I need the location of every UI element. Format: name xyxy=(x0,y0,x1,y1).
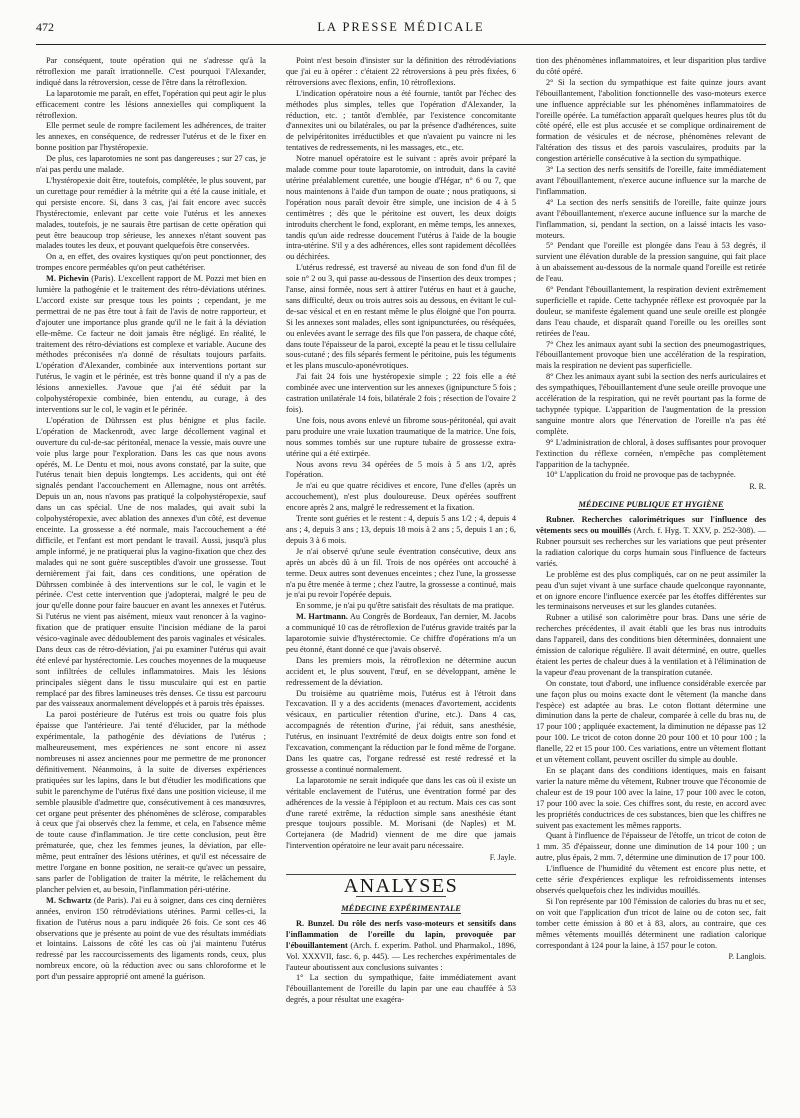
review-reference: (Arch. f. experim. Pathol. und Pharmakol., 1896, Vol. XXXVII, fasc. 6, p. 445). — Les recherches expérimentales de l'auteur aboutissent aux conclusions suivantes : xyxy=(286,940,516,972)
paragraph: Rubner a utilisé son calorimètre pour bras. Dans une série de recherches précédentes, il avait établi que les bras nus introduits dans l'appareil, dans des conditions bien déterminées, donnaient une émission de calorique régulière. Il avait déterminé, en outre, quelles étaient les pertes de chaleur dues à la ventilation et à l'élimination de la vapeur d'eau provenant de la transpiration cutanée. xyxy=(536,613,766,677)
paragraph: Dans les premiers mois, la rétroflexion ne détermine aucun accident et, le plus souvent, l'œuf, en se développant, amène le redressement de la déviation. xyxy=(286,655,516,687)
paragraph: 3° La section des nerfs sensitifs de l'oreille, faite immédiatement avant l'ébouillantement, n'exerce aucune influence sur la marche de l'inflammation. xyxy=(536,165,766,196)
header-rule xyxy=(36,44,766,45)
paragraph: Point n'est besoin d'insister sur la définition des rétrodéviations que j'ai eu à opérer : c'étaient 22 rétroversions à peu près fixées, 6 rétroversions avec flexions, enfin, 10 rétroflexions. xyxy=(286,56,516,87)
paragraph xyxy=(36,896,266,983)
paragraph: Elle permet seule de rompre facilement les adhérences, de traiter les annexes, en conséquence, de redresser l'utérus et de le fixer en bonne position par l'hystéropexie. xyxy=(36,121,266,153)
paragraph: 9° L'administration de chloral, à doses suffisantes pour provoquer l'extinction du réflexe cornéen, n'empêche pas complètement l'apparition de la tachypnée. xyxy=(536,437,766,469)
paragraph: L'utérus redressé, est traversé au niveau de son fond d'un fil de soie n° 2 ou 3, qui passe au-dessous de l'insertion des deux trompes ; l'anse, ainsi formée, nous sert à attirer l'utérus en haut et à gauche, sans difficulté, deux ou trois autres sois au dessous, en évitant le cul-de-sac vésical et en en restant même le plus éloigné que l'on pourra. Si les annexes sont malades, elles sont ignipuncturées, ou réséquées, ou enlevées avant le serrage des fils que l'on passera, de chaque côté, dans toute l'épaisseur de la paroi, excepté la peau et le tissu cellulaire sous-cutané ; des fils séparés ferment le péritoine, puis les téguments et les plans musculo-aponévrotiques. xyxy=(286,263,516,371)
paragraph: L'influence de l'humidité du vêtement est encore plus nette, et cette série d'expériences explique les refroidissements intenses observés quelquefois chez les individus mouillés. xyxy=(536,864,766,895)
paragraph: L'indication opératoire nous a été fournie, tantôt par l'échec des méthodes plus simples, telles que l'opération d'Alexander, la réduction, etc. ; tantôt d'emblée, par l'existence concomitante d'annexites uni ou bilatérales, ou par la présence d'adhérences, suite de pelvipéritonites irréductibles et que n'avaient pu vaincre ni les tentatives de redressements, ni les massages, etc., etc. xyxy=(286,88,516,153)
paragraph: J'ai fait 24 fois une hystéropexie simple ; 22 fois elle a été combinée avec une intervention sur les annexes (ignipuncture 5 fois ; castration unilatérale 14 fois, bilatérale 2 fois ; résection de l'ovaire 2 fois). xyxy=(286,372,516,414)
paragraph xyxy=(36,274,266,416)
column-right xyxy=(536,56,766,1101)
paragraph: La paroi postérieure de l'utérus est trois ou quatre fois plus épaisse que l'antérieure. J'ai tenté d'élucider, par la méthode expérimentale, la pathogénie des déviations de l'utérus ; malheureusement, mes expériences ne sont encore ni assez nombreuses ni assez anciennes pour me permettre de me prononcer définitivement. Néanmoins, à la suite de diverses expériences pratiquées sur les lapins, dans le but d'étudier les modifications que subit le parenchyme de l'utérus fixé dans une position vicieuse, il me semble plausible d'admettre que, consécutivement à ces manœuvres, cet organe peut présenter des phénomènes de sclérose, comparables à ceux que j'ai observés chez la femme, et cela, en l'absence même de toute cause d'inflammation. Je tire cette conclusion, peut être prématurée, que, chez les femmes jeunes, la déviation, par elle-même, peut entraîner des lésions utérines, et qu'il est nécessaire de mettre l'organe en bonne position, ne serait-ce qu'avec un pessaire, sans parler de l'obligation de traiter la métrite, le relâchement du plancher pelvien et, au besoin, l'inflammation péri-utérine. xyxy=(36,710,266,894)
paragraph: Quant à l'influence de l'épaisseur de l'étoffe, un tricot de coton de 1 mm. 35 d'épaisseur, donne une diminution de 14 pour 100 ; un autre, plus épais, 2 mm. 7, détermine une diminution de 17 pour 100. xyxy=(536,831,766,863)
review-title: Recherches calorimétriques sur l'influence des vêtements secs ou mouillés xyxy=(536,515,766,536)
page-header xyxy=(36,20,766,40)
analyses-heading xyxy=(286,874,516,897)
paragraph: En se plaçant dans des conditions identiques, mais en faisant varier la nature même du vêtement, Rubner trouve que l'économie de chaleur est de 19 pour 100 avec la laine, 17 pour 100 avec le coton, 17 pour 100 avec la soie. Ces chiffres sont, du reste, en accord avec les propriétés conductrices de ces substances, bien que les chiffres ne suivent pas exactement les mêmes rapports. xyxy=(536,766,766,830)
paragraph: 2° Si la section du sympathique est faite quinze jours avant l'ébouillantement, l'abolition fonctionnelle des vaso-moteurs exerce une influence appréciable sur les phénomènes inflammatoires de l'oreille opérée. La tuméfaction apparaît quelques heures plus tôt du côté opéré, elle est plus accusée et se complique ordinairement de formation de vésicules et de nécrose, phénomènes relevant de l'altération des tissus et des parois vasculaires, produits par la congestion artérielle consécutive à la section du sympathique. xyxy=(536,77,766,164)
review-paragraph xyxy=(536,515,766,570)
paragraph: L'hystéropexie doit être, toutefois, complétée, le plus souvent, par un curettage pour remédier à la métrite qui a été la cause initiale, et qui persiste encore. Si, dans 3 cas, j'ai fait encore avec succès l'hystérectomie, enlevant par cette voie l'utérus et les annexes malades, toutefois, je ne saurais être partisan de cette opération qui peut être beaucoup trop sérieuse, les annexes n'étant souvent pas malades toutes les deux, et pouvant quelquefois être conservées. xyxy=(36,175,266,251)
paragraph: 10° L'application du froid ne provoque pas de tachypnée. xyxy=(546,470,736,480)
paragraph: Du troisième au quatrième mois, l'utérus est à l'étroit dans l'excavation. Il y a des accidents (menaces d'avortement, accidents vésicaux, en particulier rétention d'urine, etc.). Dans 4 cas, accompagnés de rétention d'urine, j'ai réduit, sans anesthésie, l'utérus, en insinuant l'extrémité de deux doigts entre son fond et l'excavation, commençant la réduction par le fond même de l'organe. Dans les quatre cas, l'organe redressé est resté redressé et la grossesse a continué normalement. xyxy=(286,688,516,774)
review-title: Du rôle des nerfs vaso-moteurs et sensitifs dans l'inflammation de l'oreille du lapin, provoquée par l'ébouillantement xyxy=(286,918,516,950)
column-left xyxy=(36,56,266,1101)
paragraph: Nous avons revu 34 opérées de 5 mois à 5 ans 1/2, après l'opération. xyxy=(286,459,516,480)
author-signature: F. Jayle. xyxy=(489,853,516,863)
paragraph: Trente sont guéries et le restent : 4, depuis 5 ans 1/2 ; 4, depuis 4 ans ; 4, depuis 3 ans ; 13, depuis 18 mois à 2 ans ; 5, depuis 1 an ; 6, depuis 3 à 6 mois. xyxy=(286,514,516,545)
paragraph: 1° La section du sympathique, faite immédiatement avant l'ébouillantement de l'oreille du lapin par une eau chauffée à 53 degrés, a pour résultat une exagéra- xyxy=(286,973,516,1005)
section-heading xyxy=(286,903,516,914)
section-title: MÉDECINE PUBLIQUE ET HYGIÈNE xyxy=(578,499,724,510)
paragraph: De plus, ces laparotomies ne sont pas dangereuses ; sur 27 cas, je n'ai pas perdu une malade. xyxy=(36,154,266,175)
page-number: 472 xyxy=(36,20,54,34)
review-author: Rubner. xyxy=(546,515,575,525)
paragraph: L'opération de Dührssen est plus bénigne et plus facile. L'opération de Mackenrodt, avec large décollement vaginal et ouverture du cul-de-sac péritonéal, menace la vessie, mais ouvre une voie plus large pour l'exploration. Dans les cas que nous avons opérés, M. Le Dentu et moi, nous avons constaté, par la suite, que l'utérus tenait bien depuis longtemps. Les accidents, qui ont été signalés pendant l'accouchement en Allemagne, nous ont arrêtés. Depuis un an, nous n'avons pas pratiqué la colpohystéropexie, sauf dans un cas spécial. Une de nos malades, qui avait subi la colpohystéropexie, avec ablation des annexes d'un côté, est devenue enceinte. La grossesse a été normale, mais l'accouchement a été difficile, et l'enfant est mort pendant le travail. Aussi, jusqu'à plus ample informé, je ne pratiquerai plus la vagino-fixation que chez des malades qui ne sont guère susceptibles d'avoir une grossesse. Tout dernièrement j'ai fait, dans ces conditions, une opération de Dührssen combinée à des interventions sur le col, le vagin et le périnée. C'est cette intervention que j'adopterai, malgré le peu de jour qu'elle donne pour faire baucuer en avant les annexes et l'utérus. Si l'utérus ne vient pas aisément, mieux vaut renoncer à la vagino-fixation que de pratiquer ensuite l'incision médiane de la paroi vésico-vaginale avec dédoublement des parois vaginales et vésicales. Dans deux cas de rétro-déviation, j'ai pu examiner l'utérus qui avait été enlevé par hystérectomie. Les couches moyennes de la muqueuse sont infiltrées de cellules inflammatoires. Mais les lésions principales siègent dans le tissu musculaire qui est en partie remplacé par des fibres lamineuses très denses. Ce tissu est parcouru par des vaisseaux anormalement développés et à parois très épaisses. xyxy=(36,415,266,709)
speaker-text: (Paris). L'excellent rapport de M. Pozzi met bien en lumière la pathogénie et le traitement des rétro-déviations utérines. L'accord existe sur presque tous les points ; cependant, je me permettrai de ne pas être tout à fait de l'avis de notre rapporteur, et d'ajouter une importance plus grande qu'il ne le fait à la déviation elle-même. Ce facteur ne doit jamais être négligé. En réalité, le traitement des rétro-déviations est complexe et variable. Aucune des méthodes préconisées n'a donné de résultats toujours parfaits. L'opération d'Alexander, combinée aux interventions portant sur l'utérus, le vagin et le périnée, est très bonne quand il n'y a pas de lésions annexielles. J'avoue que j'ai été séduit par la colpohystéropexie combinée, bien entendu, au curage, à des interventions sur le col, le vagin et le périnée. xyxy=(36,274,266,414)
author-signature: P. Langlois. xyxy=(728,952,766,962)
paragraph: La laparotomie me paraît, en effet, l'opération qui peut agir le plus efficacement contre les lésions annexielles qui compliquent la rétroflexion. xyxy=(36,88,266,120)
speaker-text: (de Paris). J'ai eu à soigner, dans ces cinq dernières années, environ 150 rétrodéviations utérines. Parmi celles-ci, la fixation de l'utérus nous a paru indiquée 26 fois. Ce sont ces 46 observations que je présente au point de vue des résultats immédiats et lointains. Laissons de côté les cas où j'ai maintenu l'utérus redressé par les raccourcissements des ligaments ronds, ceux, plus nombreux encore, où la réduction avec ou sans chloroforme et le port d'un pessaire approprié ont amené la guérison. xyxy=(36,895,266,982)
review-reference: (Arch. f. Hyg. T. XXV, p. 252-308). — Rubner poursuit ses recherches sur les variations que peut présenter la radiation calorique du corps humain sous l'influence de facteurs variés. xyxy=(536,526,766,568)
paragraph: Je n'ai observé qu'une seule éventration consécutive, deux ans après un abcès dû à un fil. Trois de nos opérées ont accouché à terme. Deux autres sont devenues enceintes ; chez l'une, la grossesse n'a pu être menée à terme ; chez l'autre, la grossesse a continué, mais je n'ai pu revoir l'opérée depuis. xyxy=(286,546,516,600)
paragraph: On constate, tout d'abord, une influence considérable exercée par une façon plus ou moins exacte dont le vêtement (la manche dans l'espèce) est adaptée au bras. Le coton flottant détermine une diminution dans la perte de chaleur, comparée à celle du bras nu, de 17 pour 100 ; appliquée exactement, la diminution ne dépasse pas 12 pour 100. Le tricot de coton donne 20 pour 100 et 10 pour 100 ; la flanelle, 22 et 15 pour 100. Ces variations, entre un vêtement flottant et un vêtement collant, peuvent osciller du simple au double. xyxy=(536,678,766,765)
speaker-name: M. Pichevin xyxy=(46,274,89,284)
paragraph: Si l'on représente par 100 l'émission de calories du bras nu et sec, on voit que l'application d'un tricot de laine ou de coton sec, fait tomber cette émission à 80 et à 83, alors, au contraire, que ces mêmes vêtements mouillés déterminent une radiation calorique correspondant à 124 pour la laine, à 157 pour le coton. xyxy=(536,896,766,950)
paragraph: tion des phénomènes inflammatoires, et leur disparition plus tardive du côté opéré. xyxy=(536,56,766,76)
speaker-text: Au Congrès de Bordeaux, l'an dernier, M. Jacobs a communiqué 10 cas de rétroflexion de l'utérus gravide traités par la laparotomie suivie d'hystérectomie. Ce chiffre d'opérations m'a un peu étonné, étant donné ce que j'avais observé. xyxy=(286,612,516,654)
paragraph: En somme, je n'ai pu qu'être satisfait des résultats de ma pratique. xyxy=(296,601,514,611)
speaker-name: M. Hartmann. xyxy=(296,612,348,622)
paragraph: 7° Chez les animaux ayant subi la section des pneumogastriques, l'ébouillantement provoque bien une accélération de la respiration, mais la respiration ne devient pas superficielle. xyxy=(536,339,766,371)
author-signature: R. R. xyxy=(749,482,766,492)
review-author: R. Bunzel. xyxy=(296,918,335,928)
review-paragraph xyxy=(286,919,516,974)
paragraph: Je n'ai eu que quatre récidives et encore, l'une d'elles (après un accouchement), n'est plus douloureuse. Deux opérées souffrent encore après 2 ans, malgré le redressement et la fixation. xyxy=(286,481,516,513)
paragraph: On a, en effet, des ovaires kystiques qu'on peut ponctionner, des trompes encore perméables qu'on peut cathétériser. xyxy=(36,252,266,273)
paragraph: Une fois, nous avons enlevé un fibrome sous-péritonéal, qui avait paru produire une vraie luxation traumatique de la matrice. Une fois, nous sommes tombés sur une rupture tubaire de grossesse extra-utérine qui a été extirpée. xyxy=(286,415,516,458)
paragraph xyxy=(286,612,516,656)
paragraph: Notre manuel opératoire est le suivant : après avoir préparé la malade comme pour toute laparotomie, on introduit, dans la cavité utérine préalablement curettée, une bougie d'Hégar, n° 6 ou 7, que nous maintenons à l'aide d'un tampon de ouate ; nous pratiquons, si l'opération nous paraît devoir être simple, une incision de 4 à 5 centimètres ; dès que le péritoine est ouvert, les deux doigts introduits cherchent le fond, explorant, en même temps, les annexes, tandis qu'un aide redresse doucement l'utérus à l'aide de la bougie intra-utérine. S'il y a des adhérences, elles sont rapidement décollées ou déchirées. xyxy=(286,154,516,262)
paragraph: Par conséquent, toute opération qui ne s'adresse qu'à la rétroflexion me paraît irrationnelle. C'est pourquoi l'Alexander, indiqué dans la rétroversion, cesse de l'être dans la rétroflexion. xyxy=(36,56,266,87)
paragraph: 8° Chez les animaux ayant subi la section des nerfs auriculaires et des sympathiques, l'ébouillantement d'une seule oreille provoque une accélération de la respiration, qui ne revêt pourtant pas la forme de tachypnée typique. L'apparition de l'augmentation de la pression sanguine montre alors que l'énervation de l'oreille n'a pas été complète. xyxy=(536,372,766,436)
paragraph: Le problème est des plus compliqués, car on ne peut assimiler la peau d'un sujet vivant à une surface chaude quelconque rayonnante, et on ignore encore l'influence exercée par les étoffes différentes sur les terminaisons nerveuses et sur les glandes cutanées. xyxy=(536,569,766,612)
paragraph: 5° Pendant que l'oreille est plongée dans l'eau à 53 degrés, il survient une élévation durable de la pression sanguine, qui fait place à un abaissement au-dessous de la normale quand l'oreille est retirée de l'eau. xyxy=(536,241,766,284)
paragraph: La laparotomie ne serait indiquée que dans les cas où il existe un véritable enclavement de l'utérus, une éventration formé par des adhérences de la vessie à l'épiploon et au rectum. Mais ces cas sont d'une rareté extrême, la réduction simple sans anesthésie étant presque toujours possible. M. Morisani (de Naples) et M. Cortejanera (de Madrid) viennent de me dire que jamais l'intervention opératoire ne leur avait paru nécessaire. xyxy=(286,775,516,851)
speaker-name: M. Schwartz xyxy=(46,895,92,905)
section-title: MÉDECINE EXPÉRIMENTALE xyxy=(341,902,461,913)
journal-title: LA PRESSE MÉDICALE xyxy=(317,20,485,34)
paragraph: 6° Pendant l'ébouillantement, la respiration devient extrêmement superficielle et rapide. Cette tachypnée réflexe est provoquée par la douleur, se manifeste également quand une seule oreille est plongée dans l'eau chaude, et disparaît quand l'oreille ou les oreilles sont retirées de l'eau. xyxy=(536,285,766,338)
analyses-title: ANALYSES xyxy=(343,875,459,898)
column-middle xyxy=(286,56,516,1101)
section-heading xyxy=(536,499,766,510)
paragraph: 4° La section des nerfs sensitifs de l'oreille, faite quinze jours avant l'ébouillantement, n'exerce aucune influence sur la marche de l'inflammation, si, pendant la section, on a laissé intacts les vaso-moteurs. xyxy=(536,197,766,240)
